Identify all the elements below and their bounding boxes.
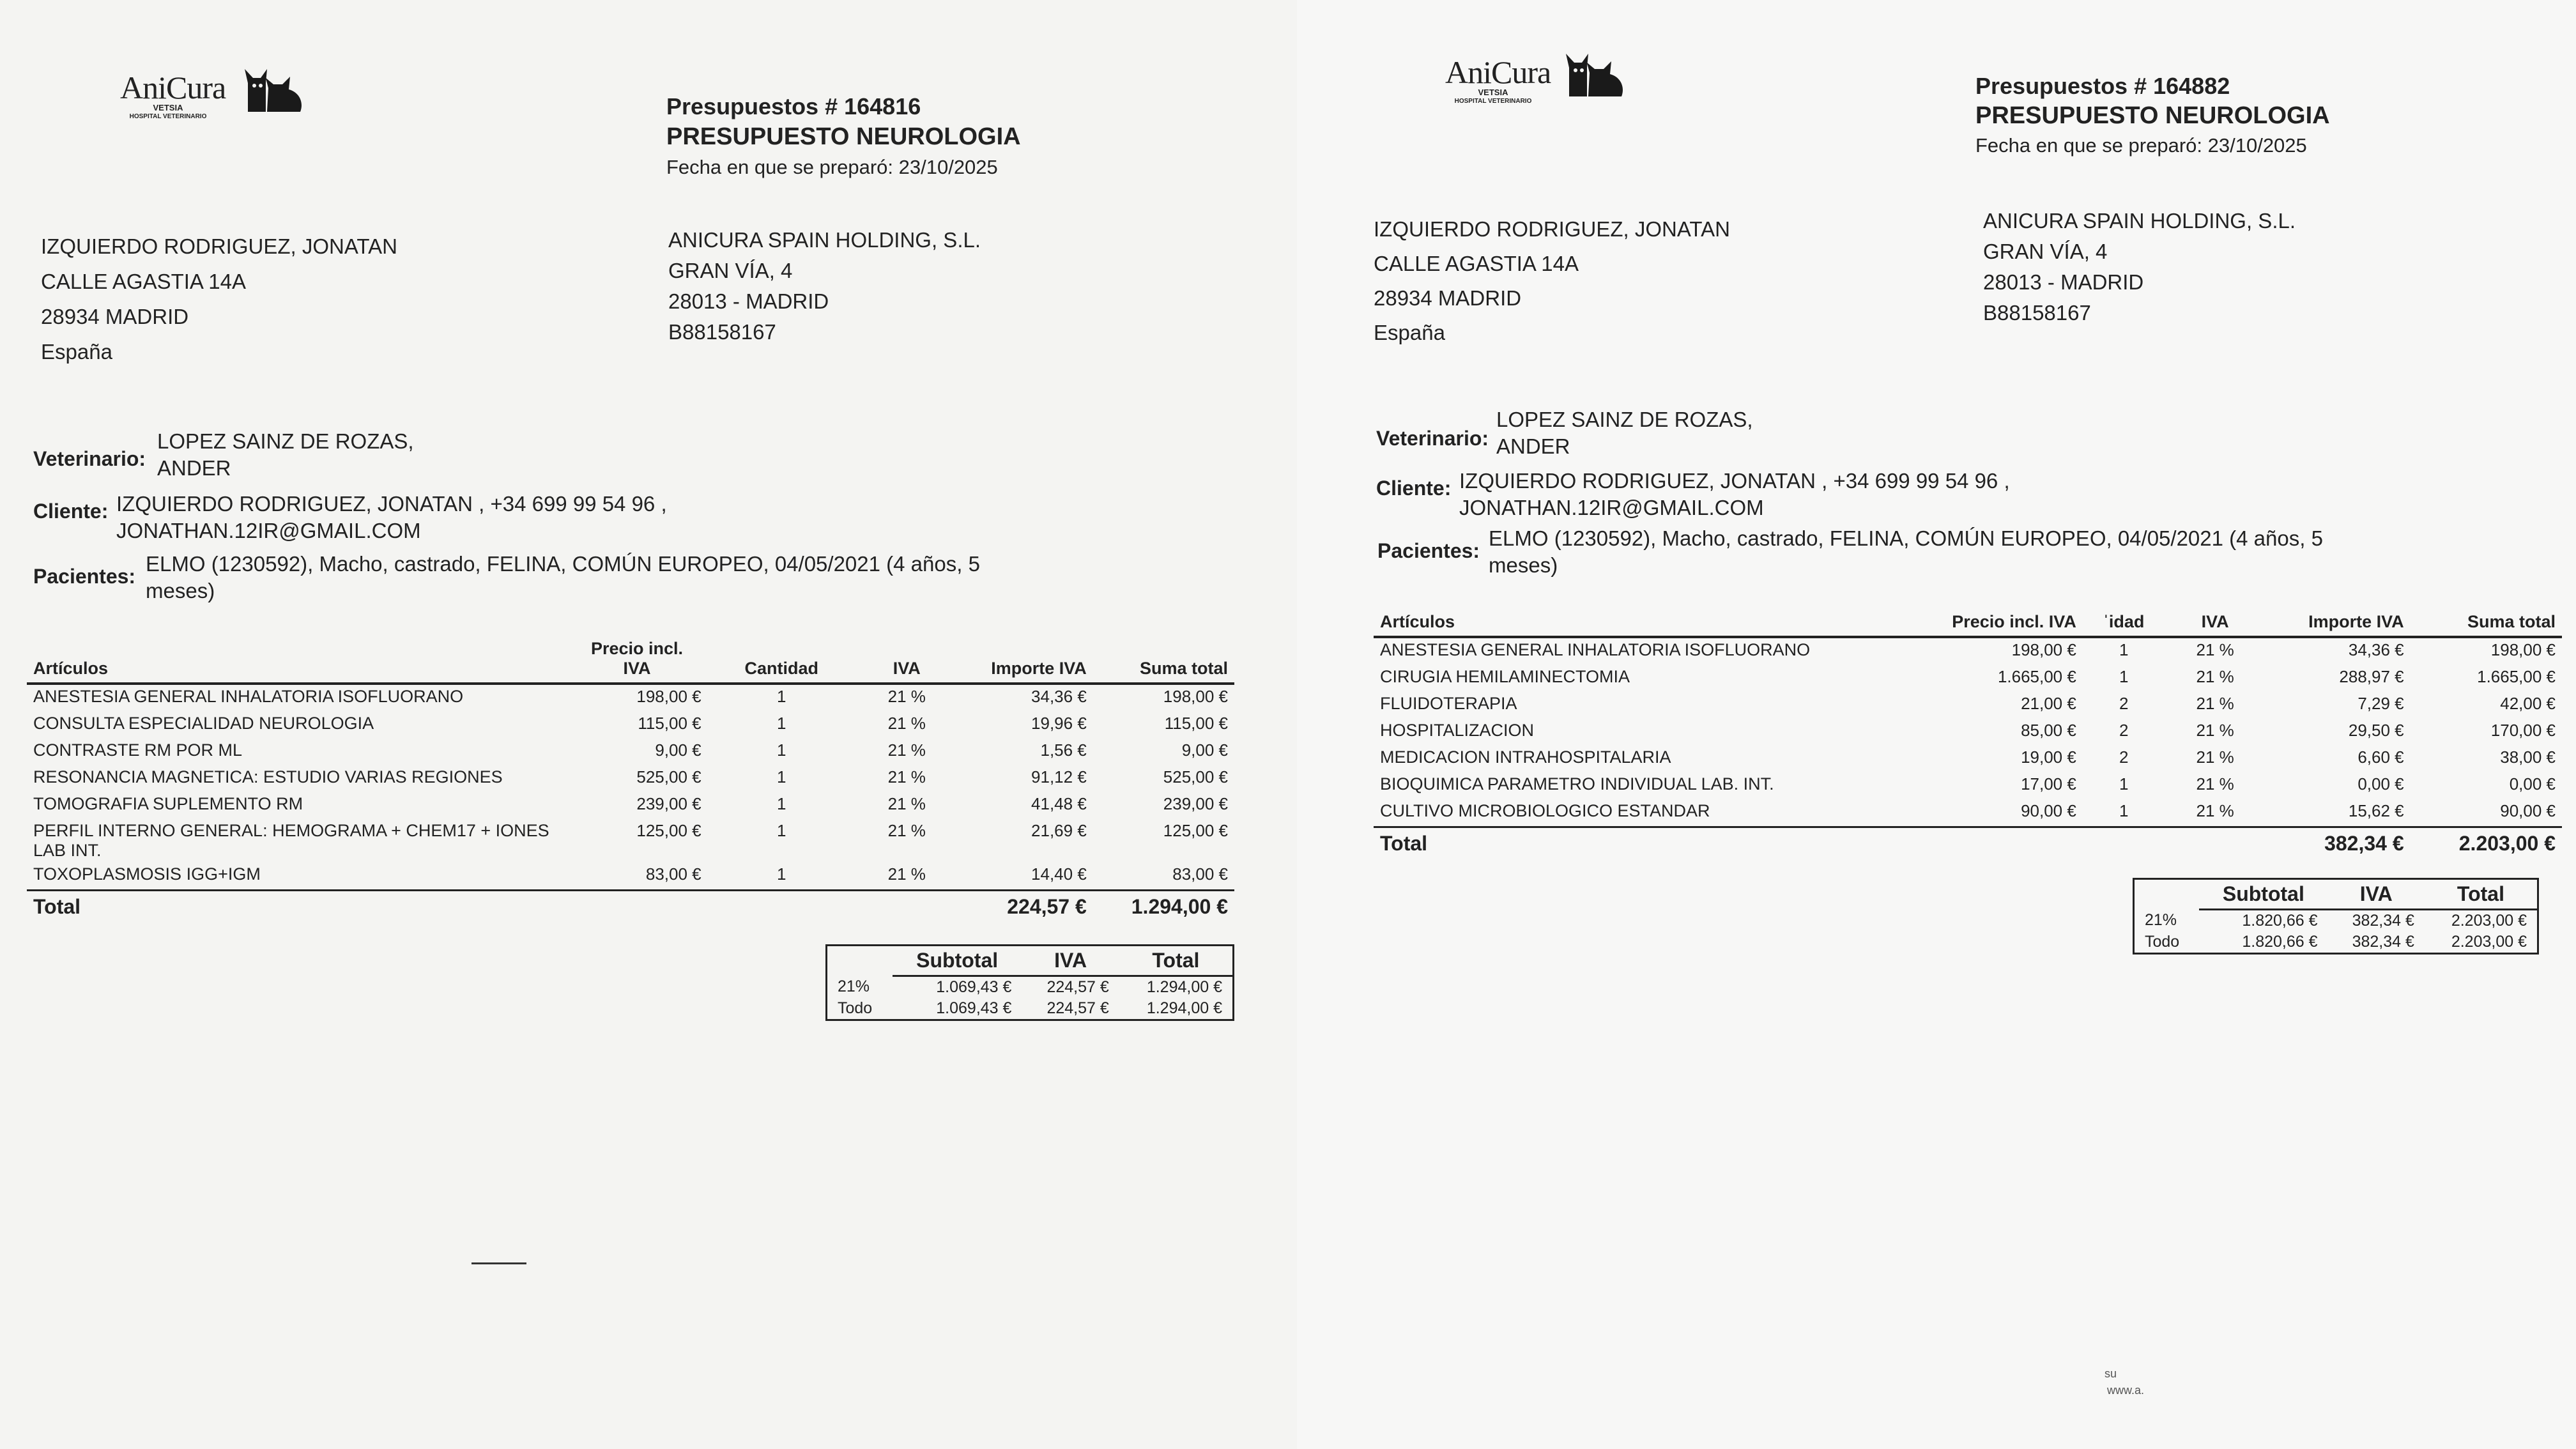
quote-date: Fecha en que se preparó: 23/10/2025: [666, 156, 998, 178]
company-address-line: GRAN VÍA, 4: [1983, 240, 2108, 263]
item-total: 115,00 €: [1164, 714, 1228, 733]
vet-name-line: ANDER: [1496, 434, 1570, 458]
table-row: [1374, 692, 2562, 719]
item-vat-amount: 19,96 €: [1031, 714, 1087, 733]
logo-brand: AniCura: [1445, 54, 1551, 90]
item-name: MEDICACION INTRAHOSPITALARIA: [1380, 747, 1671, 767]
client-address-line: 28934 MADRID: [41, 305, 189, 328]
item-quantity: 1: [776, 687, 786, 706]
total-vat-amount: 382,34 €: [2266, 827, 2411, 858]
item-vat-amount: 91,12 €: [1031, 767, 1087, 786]
table-row: [1374, 665, 2562, 692]
item-name: RESONANCIA MAGNETICA: ESTUDIO VARIAS REGIONES: [33, 767, 503, 786]
client-value: [116, 491, 667, 544]
client-line: IZQUIERDO RODRIGUEZ, JONATAN , +34 699 99 54 96 ,: [116, 492, 667, 516]
patient-line: meses): [1489, 553, 1558, 577]
item-total: 198,00 €: [1163, 687, 1228, 706]
items-body: [27, 684, 1234, 921]
item-vat-rate: 21 %: [887, 767, 926, 786]
client-value: [1459, 468, 2010, 521]
patient-label: Pacientes:: [33, 565, 136, 588]
client-email: JONATHAN.12IR@GMAIL.COM: [1459, 496, 1764, 519]
company-address-line: GRAN VÍA, 4: [668, 259, 793, 282]
item-quantity: 1: [776, 767, 786, 786]
summary-label: Todo: [838, 999, 873, 1017]
patient-value: [1489, 525, 2323, 579]
item-vat-rate: 21 %: [2196, 640, 2234, 659]
patient-value: [146, 551, 980, 604]
patient-line: ELMO (1230592), Macho, castrado, FELINA, COMÚN EUROPEO, 04/05/2021 (4 años, 5: [146, 552, 980, 576]
item-total: 170,00 €: [2490, 721, 2556, 740]
table-row: [1374, 637, 2562, 665]
item-quantity: 1: [2119, 640, 2129, 659]
company-address-block: [668, 225, 981, 348]
company-address-line: 28013 - MADRID: [668, 289, 829, 313]
item-price: 17,00 €: [2021, 774, 2076, 793]
quote-number: Presupuestos # 164816: [666, 93, 921, 119]
client-address-line: CALLE AGASTIA 14A: [1374, 252, 1579, 275]
vet-label: Veterinario:: [1376, 427, 1489, 450]
item-price: 125,00 €: [636, 821, 702, 840]
client-address-line: España: [41, 340, 112, 364]
client-address-line: IZQUIERDO RODRIGUEZ, JONATAN: [1374, 217, 1730, 241]
item-price: 115,00 €: [638, 714, 702, 733]
client-address-block: [1374, 212, 1730, 350]
item-vat-rate: 21 %: [2196, 694, 2234, 713]
col-cantidad: ˈidad: [2083, 612, 2165, 637]
item-name: HOSPITALIZACION: [1380, 721, 1535, 740]
quote-title: PRESUPUESTO NEUROLOGIA: [1975, 102, 2330, 129]
col-suma-total: Suma total: [1093, 639, 1234, 684]
vet-name-line: ANDER: [157, 456, 231, 480]
item-quantity: 1: [776, 794, 786, 813]
item-total: 38,00 €: [2500, 747, 2556, 767]
table-row: [27, 684, 1234, 712]
col-importe-iva: Importe IVA: [958, 639, 1093, 684]
summary-col-iva: IVA: [2328, 879, 2425, 910]
col-importe-iva: Importe IVA: [2266, 612, 2411, 637]
total-row: [27, 891, 1234, 921]
summary-row: [827, 998, 1234, 1020]
summary-subtotal: 1.069,43 €: [936, 999, 1012, 1017]
item-name: CONTRASTE RM POR ML: [33, 740, 243, 760]
item-vat-rate: 21 %: [887, 740, 926, 760]
vet-name-line: LOPEZ SAINZ DE ROZAS,: [1496, 408, 1753, 431]
item-name: ANESTESIA GENERAL INHALATORIA ISOFLUORANO: [1380, 640, 1811, 659]
item-price: 525,00 €: [636, 767, 702, 786]
total-label: Total: [1374, 827, 1901, 858]
item-quantity: 2: [2119, 747, 2129, 767]
total-spacer: [1901, 827, 2083, 858]
item-price: 83,00 €: [645, 864, 702, 884]
table-row: [1374, 799, 2562, 827]
item-quantity: 2: [2119, 721, 2129, 740]
item-vat-amount: 34,36 €: [1031, 687, 1087, 706]
item-name: ANESTESIA GENERAL INHALATORIA ISOFLUORANO: [33, 687, 464, 706]
total-spacer: [2165, 827, 2266, 858]
item-vat-rate: 21 %: [887, 714, 926, 733]
items-header-row: [27, 639, 1234, 684]
col-articulos: Artículos: [1374, 612, 1901, 637]
item-total: 525,00 €: [1163, 767, 1228, 786]
client-address-line: IZQUIERDO RODRIGUEZ, JONATAN: [41, 234, 397, 258]
items-table: [1374, 612, 2562, 857]
summary-iva: 224,57 €: [1046, 999, 1109, 1017]
client-address-line: 28934 MADRID: [1374, 286, 1522, 310]
vet-name-line: LOPEZ SAINZ DE ROZAS,: [157, 429, 414, 453]
vet-label: Veterinario:: [33, 447, 146, 470]
item-vat-rate: 21 %: [2196, 721, 2234, 740]
client-address-line: España: [1374, 321, 1445, 344]
item-quantity: 1: [776, 821, 786, 840]
item-name: BIOQUIMICA PARAMETRO INDIVIDUAL LAB. INT.: [1380, 774, 1774, 793]
total-spacer: [855, 891, 958, 921]
summary-subtotal: 1.820,66 €: [2242, 912, 2318, 930]
item-price: 239,00 €: [636, 794, 702, 813]
item-total: 42,00 €: [2500, 694, 2556, 713]
item-name: FLUIDOTERAPIA: [1380, 694, 1517, 713]
summary-col-subtotal: Subtotal: [2199, 879, 2327, 910]
table-row: [27, 862, 1234, 891]
summary-total: 2.203,00 €: [2451, 933, 2527, 951]
col-precio: Precio incl. IVA: [566, 639, 707, 684]
col-articulos: Artículos: [27, 639, 566, 684]
summary-subtotal: 1.820,66 €: [2242, 933, 2318, 951]
table-row: [27, 819, 1234, 862]
item-vat-amount: 288,97 €: [2339, 667, 2404, 686]
summary-label: 21%: [2145, 911, 2177, 930]
item-price: 19,00 €: [2021, 747, 2076, 767]
summary-iva: 382,34 €: [2352, 912, 2414, 930]
item-vat-amount: 7,29 €: [2358, 694, 2404, 713]
company-address-line: ANICURA SPAIN HOLDING, S.L.: [668, 228, 981, 252]
vet-value: [1496, 406, 1753, 460]
anicura-logo: [120, 69, 226, 121]
summary-label: Todo: [2145, 933, 2180, 951]
table-row: [1374, 719, 2562, 746]
summary-subtotal: 1.069,43 €: [936, 978, 1012, 996]
company-address-line: ANICURA SPAIN HOLDING, S.L.: [1983, 209, 2296, 233]
company-address-block: [1983, 206, 2296, 328]
patient-label: Pacientes:: [1377, 539, 1480, 562]
item-quantity: 1: [2119, 667, 2129, 686]
item-name: CIRUGIA HEMILAMINECTOMIA: [1380, 667, 1630, 686]
item-total: 90,00 €: [2500, 801, 2556, 820]
item-quantity: 1: [776, 740, 786, 760]
item-total: 0,00 €: [2509, 774, 2556, 793]
logo-sub2: HOSPITAL VETERINARIO: [1454, 98, 1532, 105]
summary-header-row: [827, 946, 1234, 976]
item-vat-amount: 34,36 €: [2348, 640, 2404, 659]
client-email: JONATHAN.12IR@GMAIL.COM: [116, 519, 421, 542]
col-precio: Precio incl. IVA: [1901, 612, 2083, 637]
table-row: [27, 739, 1234, 765]
items-body: [1374, 637, 2562, 857]
summary-row: [2134, 910, 2538, 932]
item-total: 83,00 €: [1172, 864, 1228, 884]
summary-total: 1.294,00 €: [1146, 978, 1222, 996]
pen-mark: [471, 1262, 526, 1264]
total-row: [1374, 827, 2562, 858]
item-vat-amount: 41,48 €: [1031, 794, 1087, 813]
col-iva: IVA: [855, 639, 958, 684]
item-quantity: 1: [776, 864, 786, 884]
item-total: 9,00 €: [1181, 740, 1228, 760]
quote-number: Presupuestos # 164882: [1975, 73, 2230, 99]
table-row: [1374, 772, 2562, 799]
total-spacer: [2083, 827, 2165, 858]
client-address-line: CALLE AGASTIA 14A: [41, 270, 247, 293]
vet-value: [157, 428, 414, 482]
item-vat-rate: 21 %: [2196, 667, 2234, 686]
item-quantity: 2: [2119, 694, 2129, 713]
logo-sub1: VETSIA: [1478, 88, 1508, 97]
patient-line: meses): [146, 579, 215, 602]
table-row: [27, 712, 1234, 739]
item-vat-amount: 0,00 €: [2358, 774, 2404, 793]
item-vat-rate: 21 %: [887, 687, 926, 706]
total-spacer: [566, 891, 707, 921]
quote-title: PRESUPUESTO NEUROLOGIA: [666, 123, 1021, 150]
company-address-line: B88158167: [668, 320, 776, 344]
total-sum: 2.203,00 €: [2411, 827, 2562, 858]
item-name: TOXOPLASMOSIS IGG+IGM: [33, 864, 261, 884]
summary-col-iva: IVA: [1022, 946, 1119, 976]
client-label: Cliente:: [1376, 477, 1452, 500]
item-price: 9,00 €: [655, 740, 702, 760]
item-vat-amount: 29,50 €: [2348, 721, 2404, 740]
item-total: 1.665,00 €: [2477, 667, 2556, 686]
items-header-row: [1374, 612, 2562, 637]
quote-date: Fecha en que se preparó: 23/10/2025: [1975, 134, 2307, 157]
summary-header-row: [2134, 879, 2538, 910]
item-vat-amount: 21,69 €: [1031, 821, 1087, 840]
total-sum: 1.294,00 €: [1093, 891, 1234, 921]
item-name: TOMOGRAFIA SUPLEMENTO RM: [33, 794, 303, 813]
col-cantidad: Cantidad: [708, 639, 855, 684]
items-table: [27, 639, 1234, 921]
item-price: 198,00 €: [636, 687, 702, 706]
item-quantity: 1: [776, 714, 786, 733]
client-address-block: [41, 229, 397, 369]
summary-row: [2134, 931, 2538, 954]
item-vat-rate: 21 %: [2196, 774, 2234, 793]
item-vat-amount: 6,60 €: [2358, 747, 2404, 767]
footer-fragment: su: [2104, 1367, 2117, 1380]
item-vat-rate: 21 %: [2196, 801, 2234, 820]
total-spacer: [708, 891, 855, 921]
item-vat-rate: 21 %: [887, 864, 926, 884]
item-vat-amount: 1,56 €: [1040, 740, 1087, 760]
table-row: [27, 765, 1234, 792]
total-vat-amount: 224,57 €: [958, 891, 1093, 921]
summary-label: 21%: [838, 977, 870, 996]
summary-col-total: Total: [2425, 879, 2538, 910]
item-total: 198,00 €: [2490, 640, 2556, 659]
item-vat-amount: 15,62 €: [2348, 801, 2404, 820]
patient-line: ELMO (1230592), Macho, castrado, FELINA, COMÚN EUROPEO, 04/05/2021 (4 años, 5: [1489, 526, 2323, 550]
item-vat-rate: 21 %: [2196, 747, 2234, 767]
item-quantity: 1: [2119, 801, 2129, 820]
item-name: CONSULTA ESPECIALIDAD NEUROLOGIA: [33, 714, 374, 733]
client-line: IZQUIERDO RODRIGUEZ, JONATAN , +34 699 99 54 96 ,: [1459, 469, 2010, 493]
quote-page-164882: [1297, 0, 2576, 1449]
total-label: Total: [27, 891, 566, 921]
item-total: 125,00 €: [1163, 821, 1228, 840]
item-price: 1.665,00 €: [1997, 667, 2076, 686]
item-name: PERFIL INTERNO GENERAL: HEMOGRAMA + CHEM17 + IONES LAB INT.: [33, 821, 549, 860]
summary-table: [825, 944, 1234, 1021]
summary-total: 1.294,00 €: [1146, 999, 1222, 1017]
logo-sub1: VETSIA: [153, 103, 183, 112]
summary-row: [827, 976, 1234, 999]
item-name: CULTIVO MICROBIOLOGICO ESTANDAR: [1380, 801, 1710, 820]
summary-col-total: Total: [1119, 946, 1234, 976]
cats-logo-icon: [241, 64, 305, 115]
item-vat-rate: 21 %: [887, 794, 926, 813]
item-price: 85,00 €: [2021, 721, 2076, 740]
summary-col-subtotal: Subtotal: [893, 946, 1022, 976]
company-address-line: 28013 - MADRID: [1983, 270, 2144, 294]
col-iva: IVA: [2165, 612, 2266, 637]
item-total: 239,00 €: [1163, 794, 1228, 813]
item-quantity: 1: [2119, 774, 2129, 793]
item-price: 90,00 €: [2021, 801, 2076, 820]
logo-sub2: HOSPITAL VETERINARIO: [129, 113, 207, 120]
summary-table: [2133, 878, 2539, 954]
item-vat-amount: 14,40 €: [1031, 864, 1087, 884]
col-suma-total: Suma total: [2411, 612, 2562, 637]
item-price: 21,00 €: [2021, 694, 2076, 713]
cats-logo-icon: [1563, 49, 1627, 100]
summary-total: 2.203,00 €: [2451, 912, 2527, 930]
client-label: Cliente:: [33, 500, 109, 523]
anicura-logo: [1445, 54, 1551, 106]
item-vat-rate: 21 %: [887, 821, 926, 840]
logo-brand: AniCura: [120, 70, 226, 105]
summary-iva: 224,57 €: [1046, 978, 1109, 996]
table-row: [27, 792, 1234, 819]
footer-url-fragment: www.a.: [2107, 1384, 2145, 1397]
item-price: 198,00 €: [2011, 640, 2076, 659]
table-row: [1374, 746, 2562, 772]
summary-iva: 382,34 €: [2352, 933, 2414, 951]
company-address-line: B88158167: [1983, 301, 2091, 325]
